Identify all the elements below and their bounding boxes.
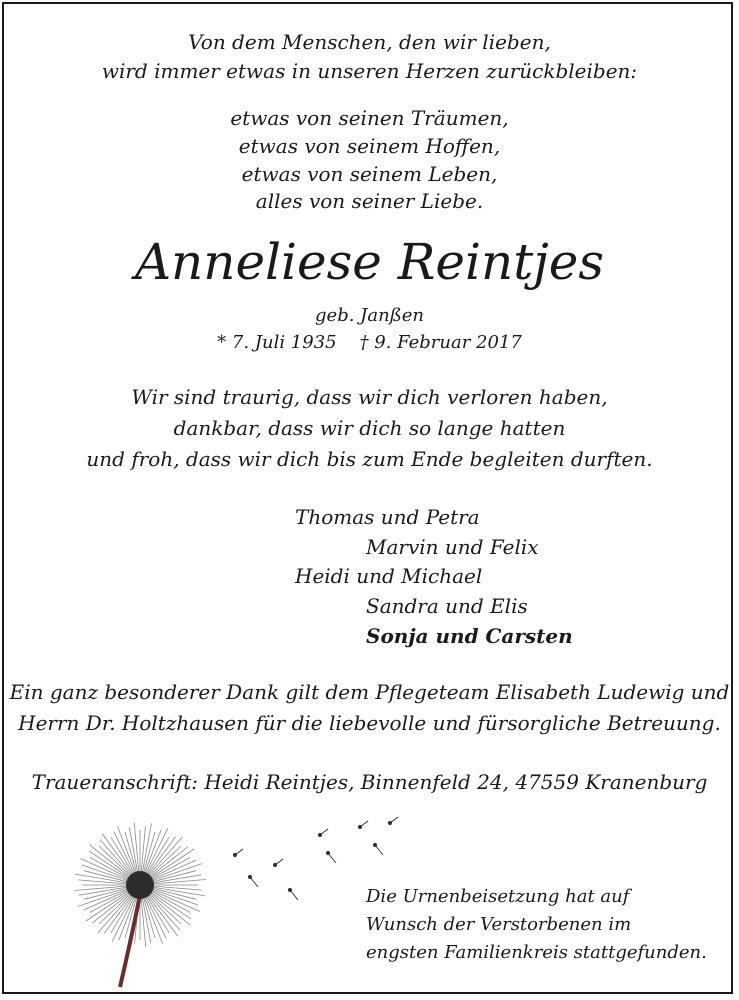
mourning-line-3: und froh, dass wir dich bis zum Ende begleiten durften. xyxy=(86,447,653,471)
poem-line-1: Von dem Menschen, den wir lieben, xyxy=(188,30,551,54)
family-member: Marvin und Felix xyxy=(366,535,539,559)
poem-line-6: alles von seiner Liebe. xyxy=(255,189,484,213)
mourning-address: Traueranschrift: Heidi Reintjes, Binnenfeld 24, 47559 Kranenburg xyxy=(31,770,708,794)
poem-line-3: etwas von seinen Träumen, xyxy=(230,106,509,130)
family-member: Sonja und Carsten xyxy=(366,624,573,648)
family-member: Sandra und Elis xyxy=(366,594,528,618)
mourning-line-2: dankbar, dass wir dich so lange hatten xyxy=(173,416,566,440)
deceased-name: Anneliese Reintjes xyxy=(134,233,605,291)
burial-note-line-3: engsten Familienkreis stattgefunden. xyxy=(366,942,707,963)
burial-note-line-1: Die Urnenbeisetzung hat auf xyxy=(366,886,630,907)
life-dates: * 7. Juli 1935 † 9. Februar 2017 xyxy=(217,332,522,353)
family-member: Heidi und Michael xyxy=(295,564,483,588)
family-member: Thomas und Petra xyxy=(295,505,480,529)
burial-note-line-2: Wunsch der Verstorbenen im xyxy=(366,914,632,935)
thanks-line-2: Herrn Dr. Holtzhausen für die liebevolle und fürsorgliche Betreuung. xyxy=(18,711,721,735)
thanks-line-1: Ein ganz besonderer Dank gilt dem Pflegeteam Elisabeth Ludewig und xyxy=(9,680,730,704)
birth-name: geb. Janßen xyxy=(315,305,424,326)
mourning-line-1: Wir sind traurig, dass wir dich verloren haben, xyxy=(131,385,608,409)
poem-line-5: etwas von seinem Leben, xyxy=(241,162,498,186)
poem-line-4: etwas von seinem Hoffen, xyxy=(238,134,501,158)
poem-line-2: wird immer etwas in unseren Herzen zurückbleiben: xyxy=(101,59,638,83)
